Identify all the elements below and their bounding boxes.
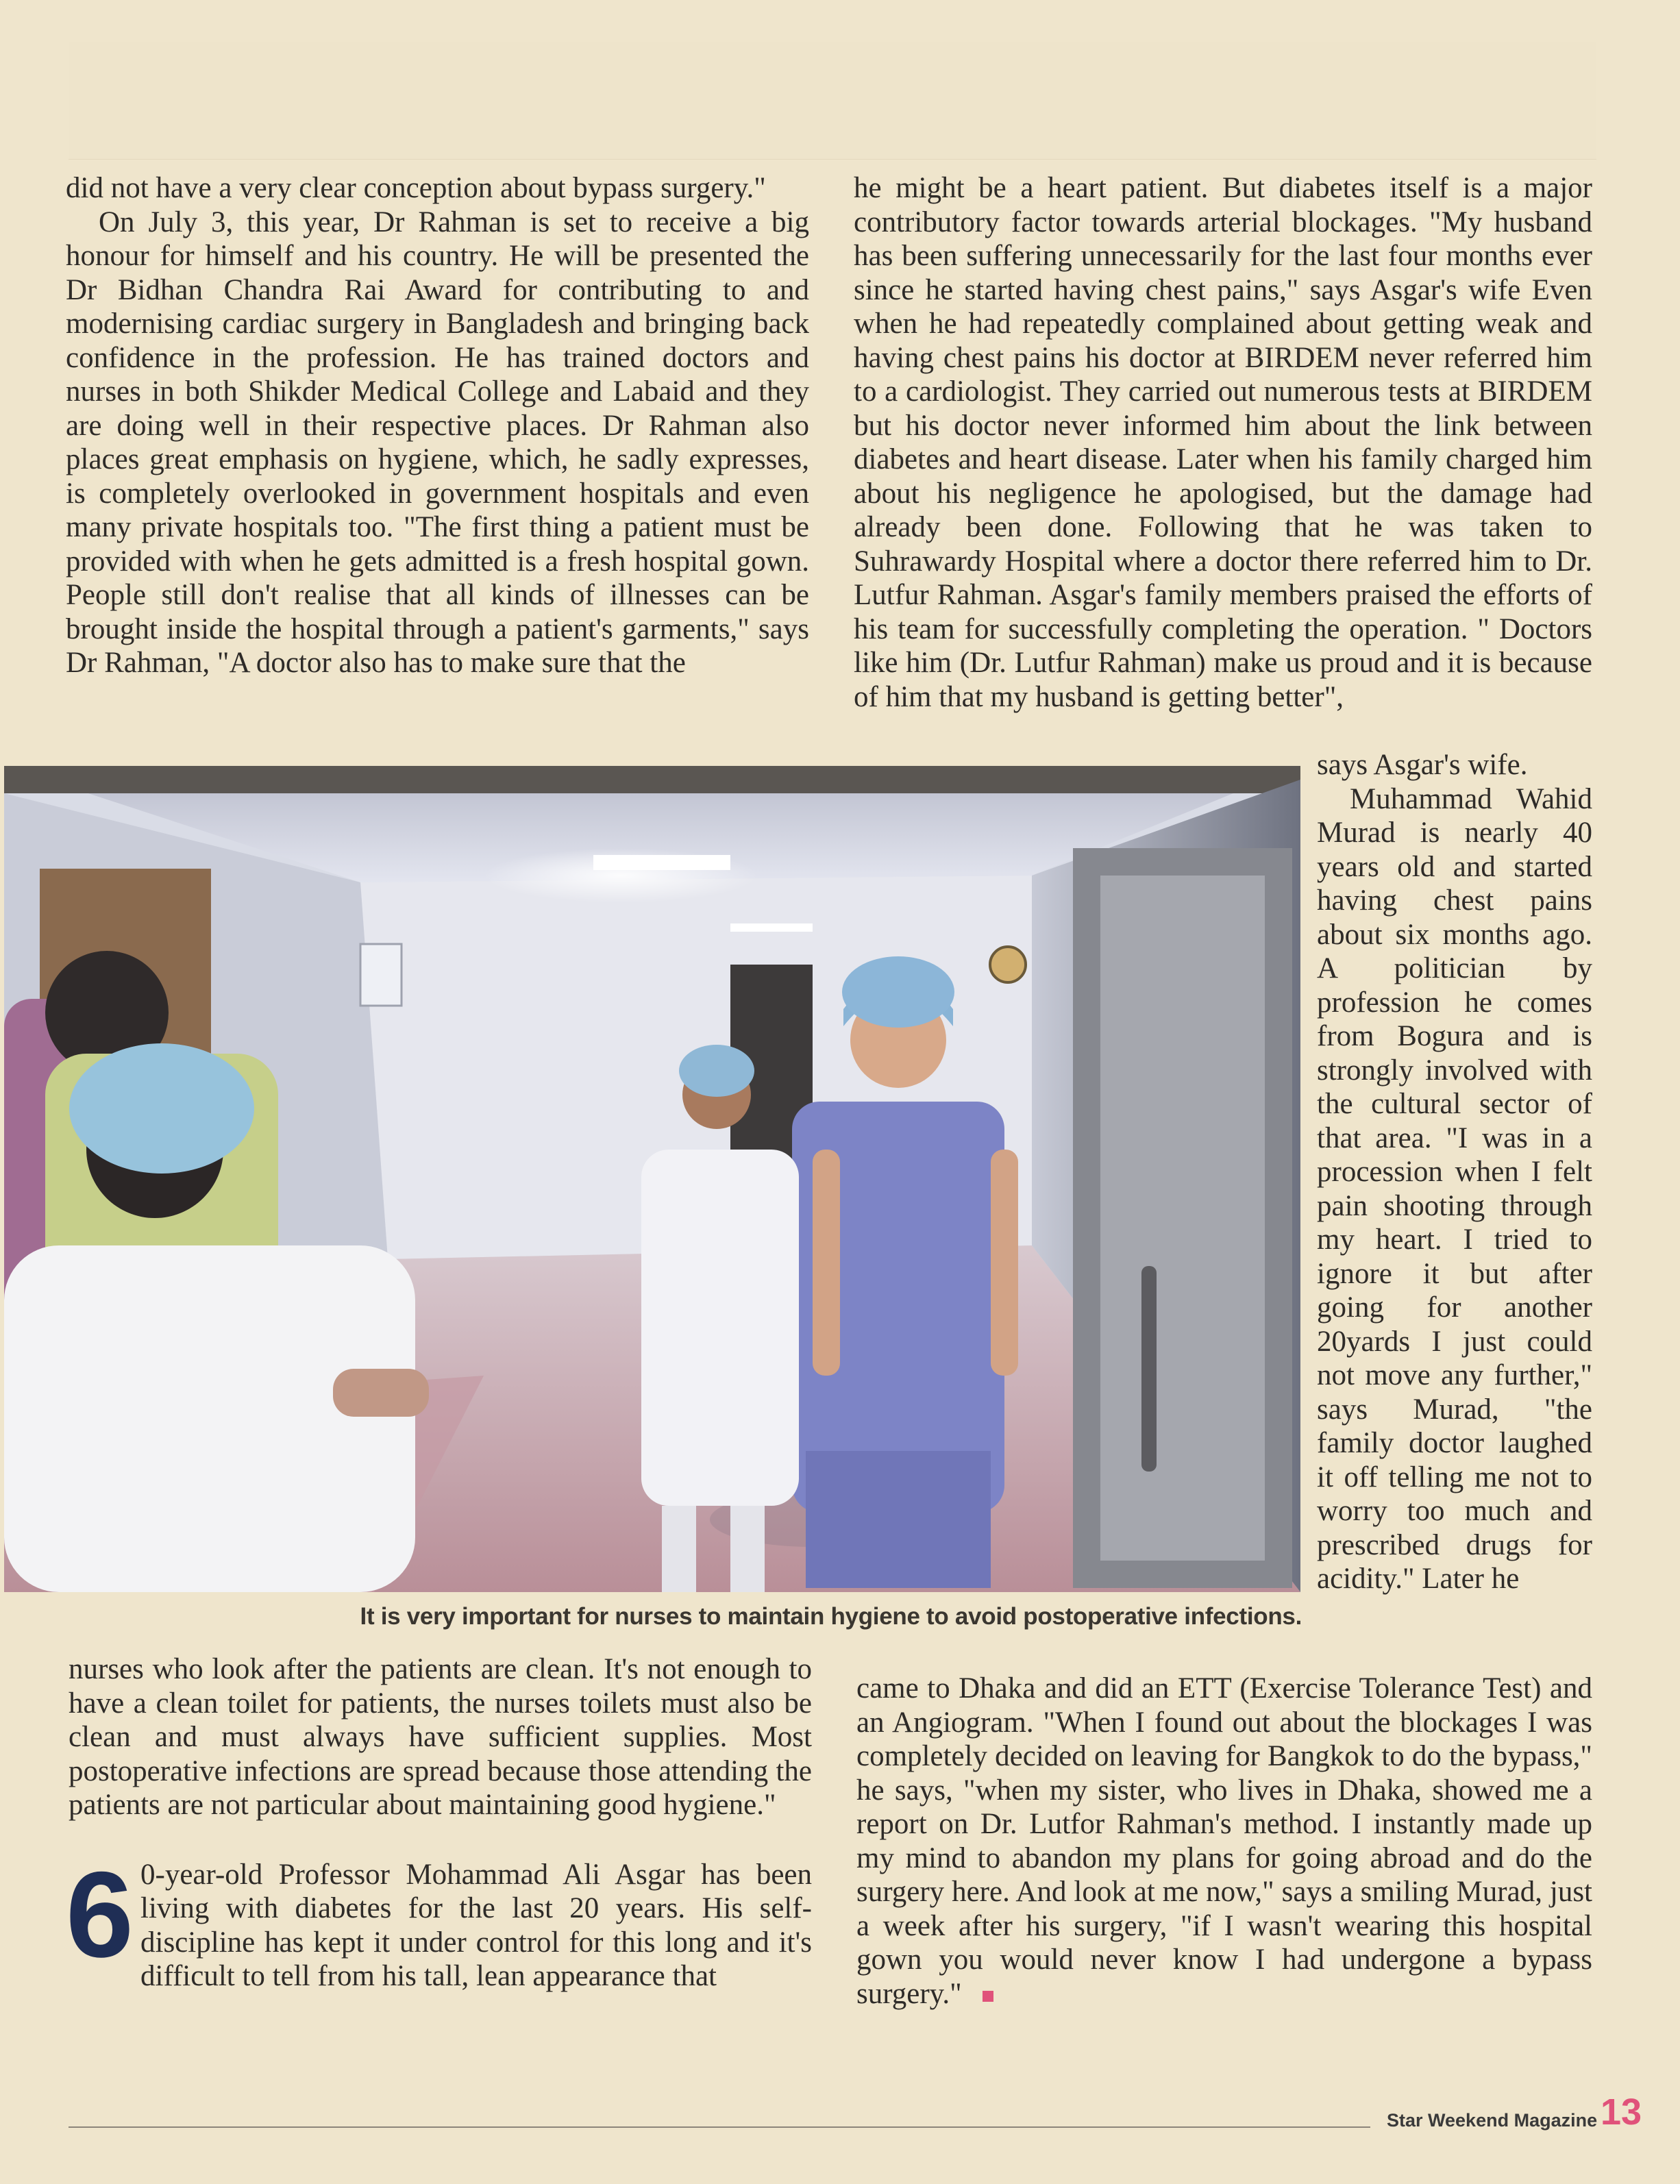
header-band xyxy=(69,42,1596,160)
article-column-right-top xyxy=(854,171,1592,714)
paragraph-gap xyxy=(69,1822,812,1858)
paragraph: did not have a very clear conception about bypass surgery." xyxy=(66,172,766,204)
page-number: 13 xyxy=(1601,2092,1642,2133)
paragraph-text: 0-year-old Professor Mohammad Ali Asgar has been living with diabetes for the last 20 years. His self-discipline has kept it under control for this long and it's difficult to tell from his tall, lean appearance that xyxy=(140,1858,812,1992)
dropcap-paragraph xyxy=(66,1846,812,1994)
photo-illustration xyxy=(4,766,1300,1592)
paragraph: nurses who look after the patients are clean. It's not enough to have a clean toilet for patients, the nurses toilets must also be clean and must always have sufficient supplies. Most postoperative infections are spread because those attending the patients are not particular about maintaining good hygiene." xyxy=(69,1653,812,1821)
paragraph: Muhammad Wahid Murad is nearly 40 years old and started having chest pains about six months ago. A politician by profession he comes from Bogura and is strongly involved with the cultural sector of that area. "I was in a procession when I felt pain shooting through my heart. I tried to ignore it but after going for another 20yards I just could not move any further," says Murad, "the family doctor laughed it off telling me not to worry too much and prescribed drugs for acidity." Later he xyxy=(1317,782,1592,1595)
paragraph: he might be a heart patient. But diabetes itself is a major contributory factor towards arterial blockages. "My husband has been suffering unnecessarily for the last four months ever since he started having chest pains," says Asgar's wife Even when he had repeatedly complained about getting weak and having chest pains his doctor at BIRDEM never referred him to a cardiologist. They carried out numerous tests at BIRDEM but his doctor never informed him about the link between diabetes and heart disease. Later when his family charged him about his negligence he apologised, but the damage had already been done. Following that he was taken to Suhrawardy Hospital where a doctor there referred him to Dr. Lutfur Rahman. Asgar's family members praised the efforts of his team for successfully completing the operation. " Doctors like him (Dr. Lutfur Rahman) make us proud and it is because of him that my husband is getting better", xyxy=(854,172,1592,713)
paragraph: On July 3, this year, Dr Rahman is set to receive a big honour for himself and his country. He will be presented the Dr Bidhan Chandra Rai Award for contributing to and modernising cardiac surgery in Bangladesh and bringing back confidence in the profession. He has trained doctors and nurses in both Shikder Medical College and Labaid and they are doing well in their respective places. Dr Rahman also places great emphasis on hygiene, which, he sadly expresses, is completely overlooked in government hospitals and even many private hospitals too. "The first thing a patient must be provided with when he gets admitted is a fresh hospital gown. People still don't realise that all kinds of illnesses can be brought inside the hospital through a patient's garments," says Dr Rahman, "A doctor also has to make sure that the xyxy=(66,206,809,679)
footer-rule xyxy=(69,2126,1370,2128)
article-column-narrow xyxy=(1317,748,1592,1596)
paragraph: says Asgar's wife. xyxy=(1317,749,1528,781)
photo-caption: It is very important for nurses to maintain hygiene to avoid postoperative infections. xyxy=(360,1603,1302,1630)
hospital-corridor-photo xyxy=(4,766,1300,1592)
footer-magazine-name: Star Weekend Magazine xyxy=(1387,2110,1598,2131)
article-column-right-bottom xyxy=(856,1672,1592,2011)
article-column-left-bottom xyxy=(66,1652,812,1994)
dropcap: 6 xyxy=(66,1846,134,1983)
paragraph-text: came to Dhaka and did an ETT (Exercise Tolerance Test) and an Angiogram. "When I found out about the blockages I was completely decided on leaving for Bangkok to do the bypass," he says, "when my sister, who lives in Dhaka, showed me a report on Dr. Lutfor Rahman's method. I instantly made up my mind to abandon my plans for going abroad and do the surgery here. And look at me now," says a smiling Murad, just a week after his surgery, "if I wasn't wearing this hospital gown you would never know I had undergone a bypass surgery." xyxy=(856,1672,1592,2010)
paragraph xyxy=(856,1672,1592,2011)
article-column-left-top xyxy=(66,171,809,680)
end-of-article-mark xyxy=(983,1991,993,2002)
